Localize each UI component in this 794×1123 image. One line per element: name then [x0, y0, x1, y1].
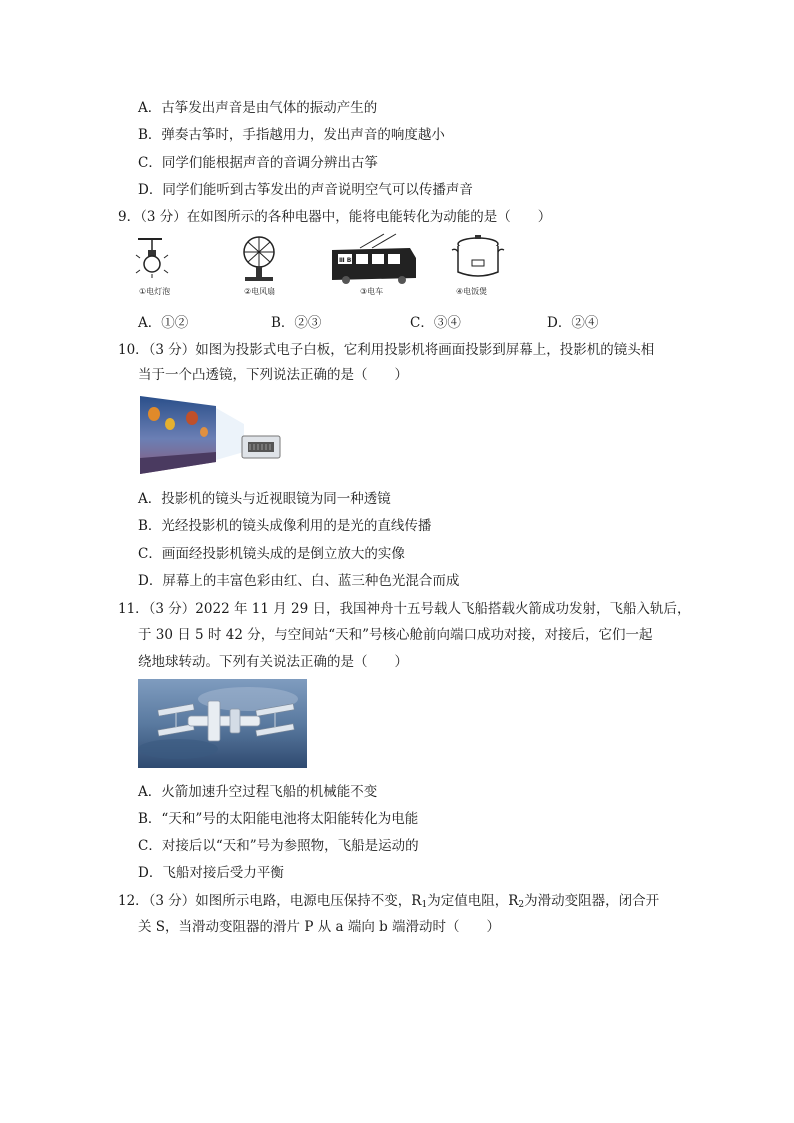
q11-space-station-image	[138, 679, 307, 768]
q9-option-d: D．②④	[547, 315, 599, 331]
tram-icon	[332, 234, 416, 284]
q11-stem-line2: 于 30 日 5 时 42 分，与空间站“天和”号核心舱前向端口成功对接，对接后，它们一起	[138, 627, 653, 643]
q11-stem-line1: 11．（3 分）2022 年 11 月 29 日，我国神舟十五号载人飞船搭载火箭成功发射，飞船入轨后，	[118, 601, 691, 617]
q11-option-b: B．“天和”号的太阳能电池将太阳能转化为电能	[138, 811, 419, 827]
bulb-caption: ①电灯泡	[139, 287, 171, 296]
q12-r2-subscript: 2	[518, 900, 525, 910]
q12-stem-text-2: 为定值电阻，R	[427, 893, 519, 909]
q10-option-b: B．光经投影机的镜头成像利用的是光的直线传播	[138, 518, 432, 534]
q8-option-b: B．弹奏古筝时，手指越用力，发出声音的响度越小	[138, 127, 445, 143]
q12-stem-text-1: 12．（3 分）如图所示电路，电源电压保持不变，R	[118, 893, 422, 909]
fan-caption: ②电风扇	[244, 287, 276, 296]
q11-option-c: C．对接后以“天和”号为参照物，飞船是运动的	[138, 838, 419, 854]
rice-cooker-caption: ④电饭煲	[456, 287, 488, 296]
light-bulb-icon	[136, 239, 168, 278]
q8-option-a: A．古筝发出声音是由气体的振动产生的	[138, 100, 378, 116]
q10-option-c: C．画面经投影机镜头成的是倒立放大的实像	[138, 546, 405, 562]
q11-option-a: A．火箭加速升空过程飞船的机械能不变	[138, 784, 378, 800]
q10-projector-image	[140, 396, 282, 474]
q8-option-d: D．同学们能听到古筝发出的声音说明空气可以传播声音	[138, 182, 473, 198]
q11-stem-line3: 绕地球转动。下列有关说法正确的是（ ）	[138, 654, 408, 670]
q12-stem-line2: 关 S，当滑动变阻器的滑片 P 从 a 端向 b 端滑动时（ ）	[138, 919, 501, 935]
q12-stem-line1	[118, 889, 659, 910]
q10-stem-line2: 当于一个凸透镜，下列说法正确的是（ ）	[138, 367, 408, 383]
q9-rice-cooker-figure	[448, 232, 508, 300]
q9-option-c: C．③④	[410, 315, 461, 331]
tram-sign: Ⅲ BE	[339, 257, 356, 264]
q9-appliance-figure	[132, 232, 432, 300]
rice-cooker-icon	[452, 235, 504, 276]
q12-r1-subscript: 1	[421, 900, 428, 910]
q9-option-a: A．①②	[138, 315, 189, 331]
q8-option-c: C．同学们能根据声音的音调分辨出古筝	[138, 155, 378, 171]
q11-option-d: D．飞船对接后受力平衡	[138, 865, 284, 881]
q9-option-b: B．②③	[271, 315, 322, 331]
q10-stem-line1: 10．（3 分）如图为投影式电子白板，它利用投影机将画面投影到屏幕上，投影机的镜头相	[118, 342, 655, 358]
q10-option-a: A．投影机的镜头与近视眼镜为同一种透镜	[138, 491, 391, 507]
q12-stem-text-3: 为滑动变阻器，闭合开	[524, 893, 660, 909]
tram-caption: ③电车	[360, 287, 384, 296]
electric-fan-icon	[244, 237, 274, 281]
q9-stem: 9．（3 分）在如图所示的各种电器中，能将电能转化为动能的是（ ）	[118, 209, 552, 225]
q10-option-d: D．屏幕上的丰富色彩由红、白、蓝三种色光混合而成	[138, 573, 460, 589]
